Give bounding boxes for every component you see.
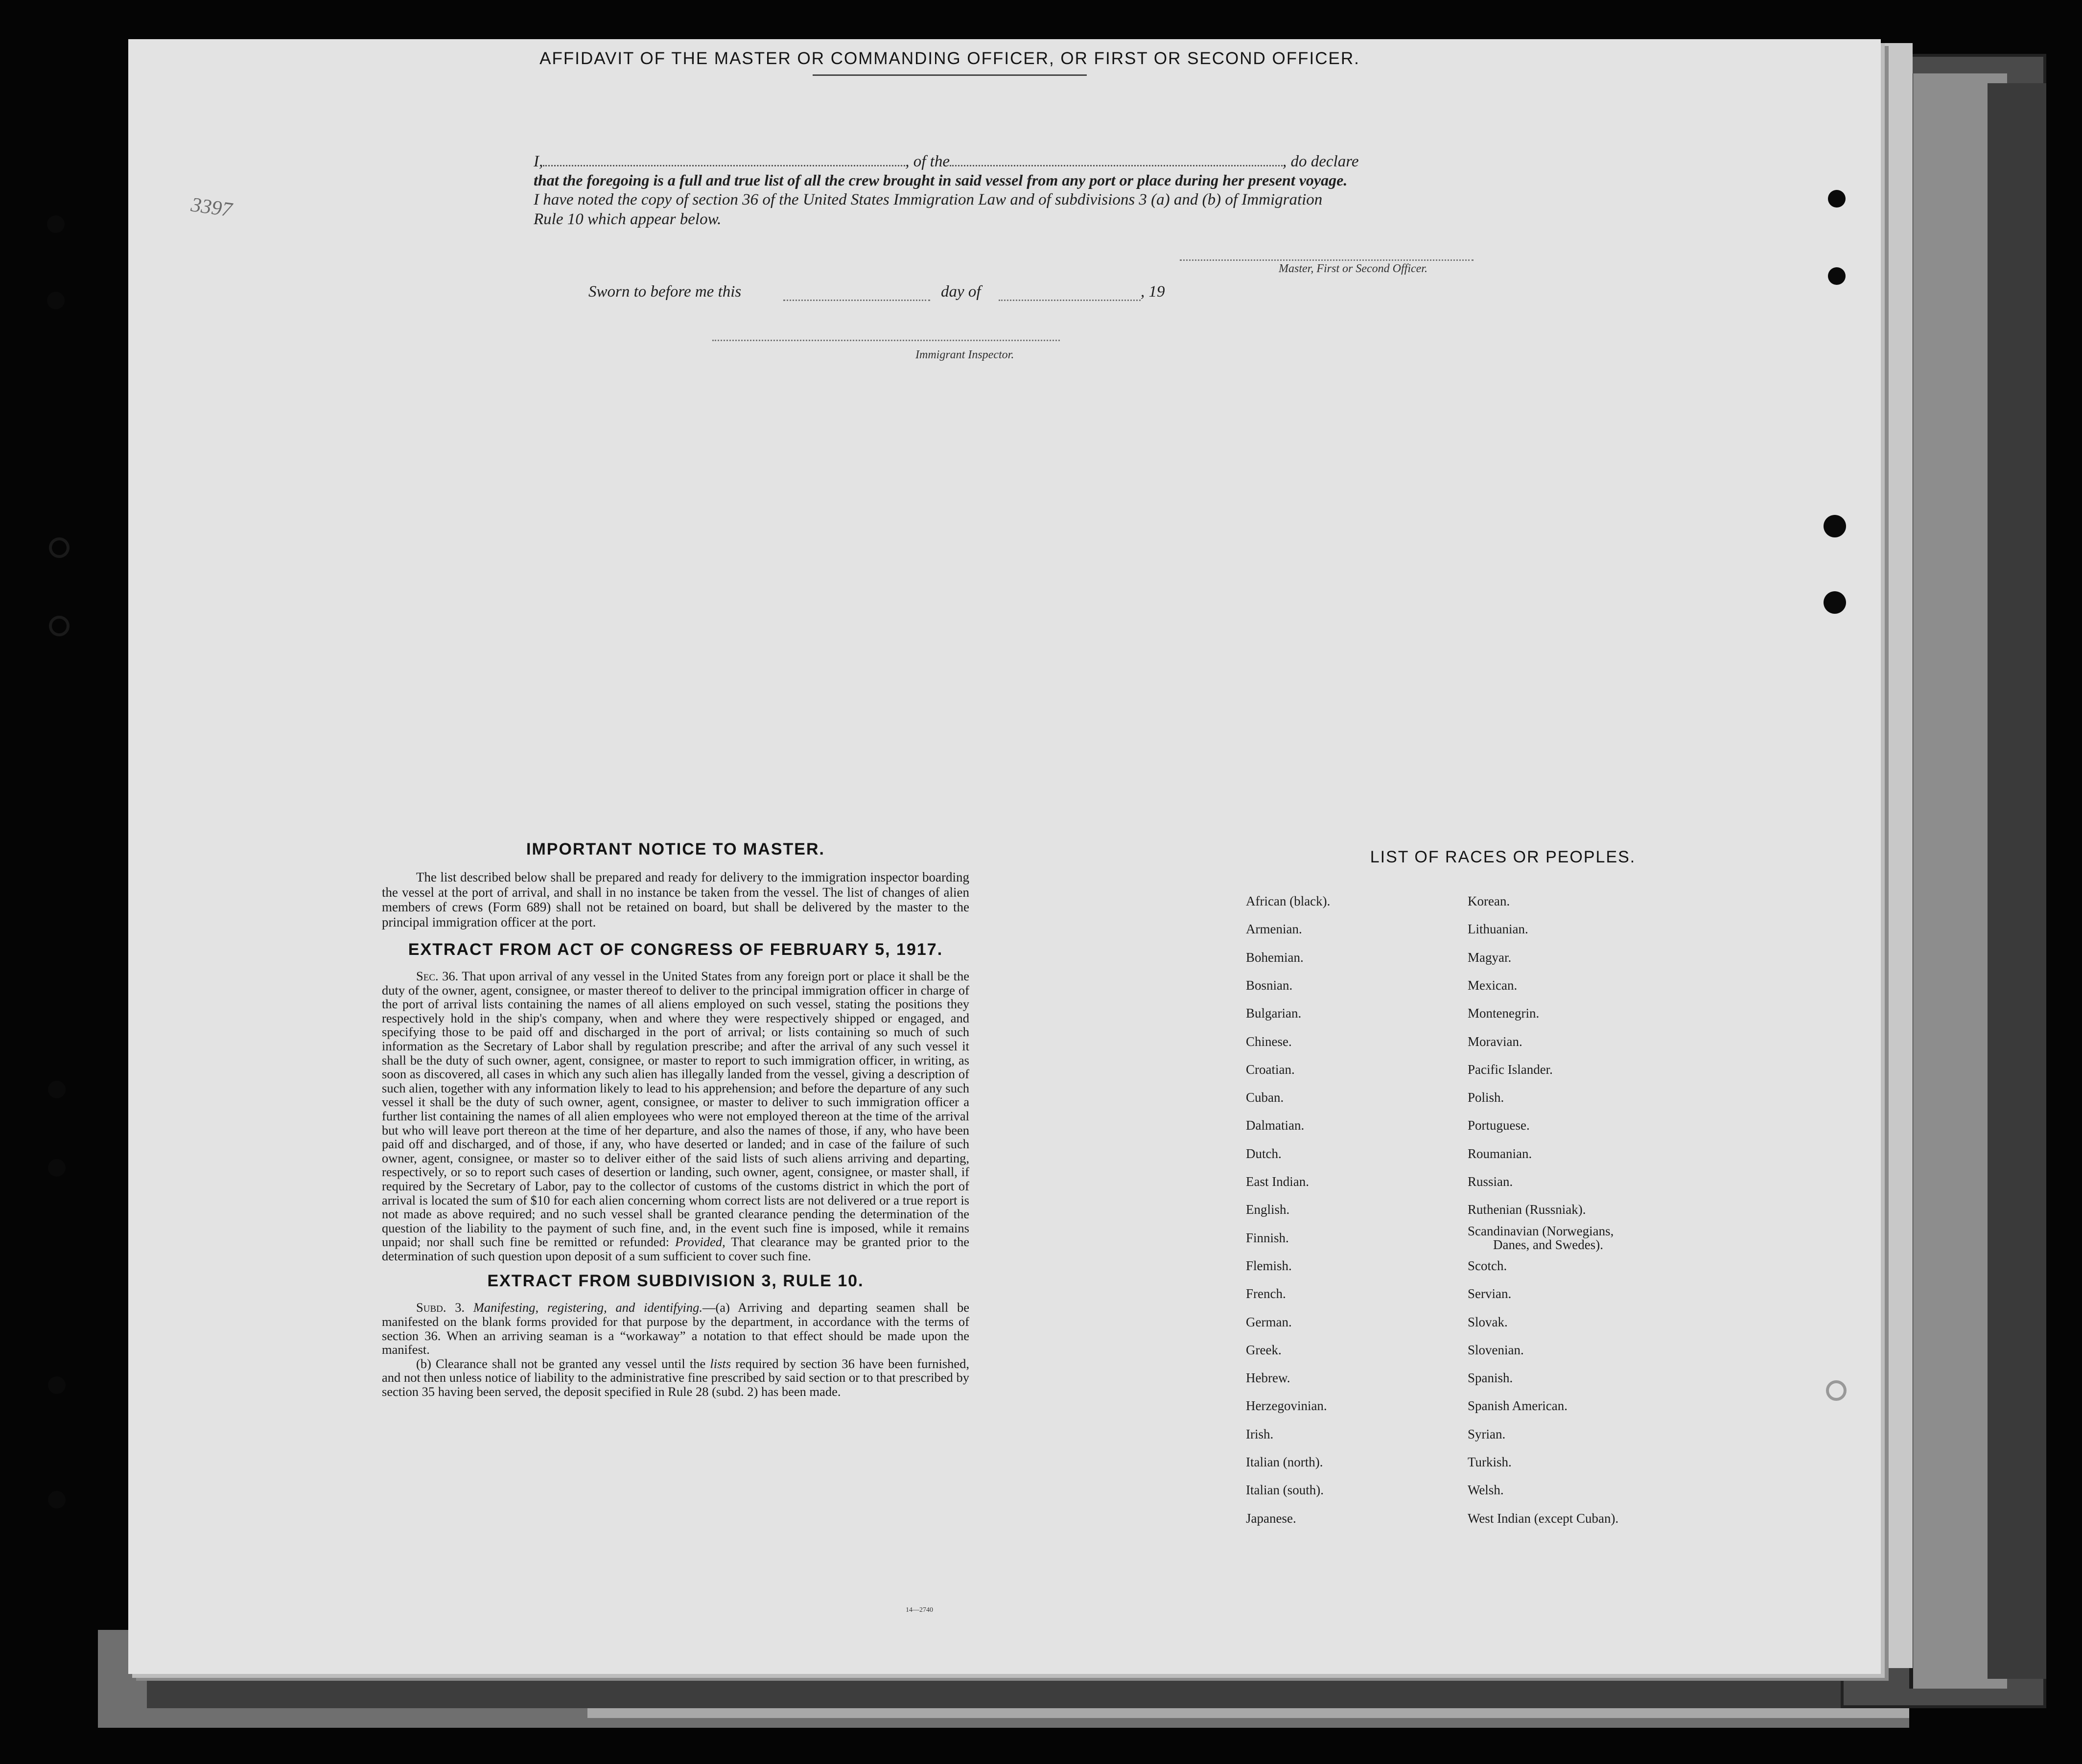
race-item-left: Italian (north). bbox=[1246, 1455, 1323, 1469]
year-label: , 19 bbox=[1141, 283, 1165, 301]
race-item-right: Russian. bbox=[1468, 1174, 1513, 1189]
master-caption: Master, First or Second Officer. bbox=[1279, 262, 1427, 275]
binding-hole-icon bbox=[48, 1159, 66, 1177]
sworn-month-blank bbox=[999, 300, 1141, 301]
binding-hole-icon bbox=[1828, 267, 1846, 285]
race-item-right: Polish. bbox=[1468, 1090, 1504, 1105]
inspector-caption: Immigrant Inspector. bbox=[915, 348, 1014, 361]
officer-name-blank bbox=[543, 165, 905, 166]
race-item-right: Montenegrin. bbox=[1468, 1006, 1540, 1021]
binding-hole-icon bbox=[49, 537, 70, 558]
race-item-right: Moravian. bbox=[1468, 1034, 1522, 1049]
binding-hole-icon bbox=[47, 215, 65, 233]
race-item-right: West Indian (except Cuban). bbox=[1468, 1510, 1619, 1526]
race-item-left: Dutch. bbox=[1246, 1146, 1282, 1161]
extract-act-text bbox=[382, 969, 969, 1263]
sec-36-text-end: That clearance may be granted prior to the determination of such question upon deposit of a sum sufficient to cover such fine. bbox=[382, 1234, 970, 1263]
race-item-left: Armenian. bbox=[1246, 922, 1302, 937]
race-item-right: Servian. bbox=[1468, 1286, 1512, 1301]
notice-paragraph: The list described below shall be prepared and ready for delivery to the immigration inspector boarding the vessel at the port of arrival, and shall in no instance be taken from the vessel. The list of changes of alien members of crews (Form 689) shall not be retained on board, but shall be delivered by the master to the principal immigration officer at the port. bbox=[382, 870, 969, 929]
binding-hole-icon bbox=[1824, 515, 1846, 537]
race-item-left: Bosnian. bbox=[1246, 977, 1293, 993]
sec-label: Sec. 36. bbox=[416, 969, 459, 983]
race-item-right: Magyar. bbox=[1468, 950, 1512, 965]
race-item-right: Ruthenian (Russniak). bbox=[1468, 1202, 1586, 1217]
binding-hole-icon bbox=[49, 616, 70, 636]
race-item-left: Greek. bbox=[1246, 1342, 1282, 1357]
subd-label: Subd. 3. bbox=[416, 1300, 465, 1315]
race-item-left: Italian (south). bbox=[1246, 1483, 1324, 1498]
underlying-sheet-right-dark bbox=[1988, 83, 2046, 1679]
binding-hole-icon bbox=[47, 292, 65, 309]
sec-36-text: That upon arrival of any vessel in the United States from any foreign port or place it shall be the duty of the owner, agent, consignee, or master thereof to deliver to the principal immigration officer in charge of the port of arrival lists containing the names of all aliens employed on such vessel, stating the positions they respectively hold in the ship's company, when and where they were respectively shipped or engaged, and specifying those to be paid off and discharged in the port of arrival; or lists containing so much of such information as the Secretary of Labor shall by regulation prescribe; and after the arrival of any such vessel it shall be the duty of such owner, agent, consignee, or master to report to such immigration officer, in writing, as soon as discovered, all cases in which any such alien has illegally landed from the vessel, giving a description of such alien, together with any information likely to lead to his apprehension; and before the departure of any such vessel it shall be the duty of such owner, agent, consignee, or master to deliver to such immigration officer a further list containing the names of all alien employees who were not employed thereon at the time of the arrival but who will leave port thereon at the time of her departure, and also the names of those, if any, who have been paid off and discharged, and of those, if any, who have deserted or landed; and in case of the failure of such owner, agent, consignee, or master so to deliver either of the said lists of such aliens arriving and departing, respectively, or so to report such cases of desertion or landing, such owner, agent, consignee, or master shall, if required by the Secretary of Labor, pay to the collector of customs of the customs district in which the port of arrival is located the sum of $10 for each alien concerning whom correct lists are not delivered or a true report is not made as above required; and no such vessel shall be granted clearance pending the determination of the question of the liability to the payment of such fine, and, in the event such fine is imposed, while it remains unpaid; nor shall such fine be remitted or refunded: bbox=[382, 969, 969, 1250]
subd-b-end: required by section 36 have been furnished, and not then unless notice of liability to the administrative fine prescribed by said section or to that prescribed by section 35 having been served, the deposit specified in Rule 28 (subd. 2) has been made. bbox=[382, 1356, 970, 1399]
race-item-left: Bulgarian. bbox=[1246, 1006, 1302, 1021]
race-item-left: Chinese. bbox=[1246, 1034, 1292, 1049]
race-item-left: Dalmatian. bbox=[1246, 1118, 1305, 1133]
subd-b-start: (b) Clearance shall not be granted any vessel until the bbox=[416, 1356, 706, 1371]
race-item-left: Finnish. bbox=[1246, 1230, 1289, 1245]
race-item-left: Irish. bbox=[1246, 1426, 1274, 1441]
affidavit-line-1 bbox=[534, 153, 1513, 171]
inspector-signature-line bbox=[712, 340, 1060, 341]
race-item-right: Slovenian. bbox=[1468, 1342, 1524, 1357]
affidavit-of-the-label: , of the bbox=[905, 153, 950, 170]
race-item-left: Hebrew. bbox=[1246, 1370, 1290, 1386]
affidavit-line-4: Rule 10 which appear below. bbox=[534, 210, 722, 228]
extract-act-title: EXTRACT FROM ACT OF CONGRESS OF FEBRUARY 5, 1917. bbox=[408, 940, 943, 959]
binding-hole-icon bbox=[48, 1491, 66, 1509]
race-item-right: Pacific Islander. bbox=[1468, 1062, 1553, 1077]
binding-hole-icon bbox=[1828, 190, 1846, 208]
race-item-left: English. bbox=[1246, 1202, 1290, 1217]
race-item-left: African (black). bbox=[1246, 894, 1331, 908]
race-item-left: Flemish. bbox=[1246, 1258, 1292, 1273]
race-item-left: French. bbox=[1246, 1286, 1286, 1301]
extract-rule-a bbox=[382, 1300, 969, 1356]
race-item-right: Turkish. bbox=[1468, 1455, 1512, 1469]
race-item-right: Spanish. bbox=[1468, 1370, 1513, 1386]
affidavit-declare-label: , do declare bbox=[1282, 153, 1359, 170]
race-item-left: Bohemian. bbox=[1246, 950, 1304, 965]
race-item-left: Japanese. bbox=[1246, 1510, 1296, 1526]
day-of-label: day of bbox=[941, 283, 981, 301]
race-item-left: Herzegovinian. bbox=[1246, 1398, 1327, 1414]
pencil-marginalia: 3397 bbox=[189, 193, 234, 222]
race-item-right: Korean. bbox=[1468, 894, 1510, 908]
vessel-name-blank bbox=[950, 165, 1283, 166]
race-item-left: East Indian. bbox=[1246, 1174, 1309, 1189]
notice-title: IMPORTANT NOTICE TO MASTER. bbox=[526, 840, 825, 859]
race-item-right: Scotch. bbox=[1468, 1258, 1507, 1273]
affidavit-line-2: that the foregoing is a full and true list of all the crew brought in said vessel from any port or place during her present voyage. bbox=[534, 171, 1348, 189]
races-title: LIST OF RACES OR PEOPLES. bbox=[1370, 848, 1636, 866]
binding-hole-icon bbox=[48, 1081, 66, 1098]
bottom-fold-shadow bbox=[147, 1674, 1860, 1708]
subd-heading: Manifesting, registering, and identifying. bbox=[473, 1300, 702, 1315]
binding-hole-icon bbox=[1824, 591, 1846, 614]
race-item-left: German. bbox=[1246, 1314, 1292, 1329]
affidavit-title: AFFIDAVIT OF THE MASTER OR COMMANDING OFFICER, OR FIRST OR SECOND OFFICER. bbox=[539, 49, 1360, 68]
sworn-day-blank bbox=[783, 300, 930, 301]
extract-rule-title: EXTRACT FROM SUBDIVISION 3, RULE 10. bbox=[487, 1272, 864, 1291]
provided-word: Provided, bbox=[675, 1234, 725, 1250]
race-item-right: Scandinavian (Norwegians, bbox=[1468, 1223, 1614, 1238]
race-item-right: Welsh. bbox=[1468, 1483, 1504, 1498]
sworn-label: Sworn to before me this bbox=[588, 283, 742, 301]
affidavit-line-3: I have noted the copy of section 36 of the United States Immigration Law and of subdivisions 3 (a) and (b) of Immigration bbox=[534, 191, 1323, 209]
affidavit-i-label: I, bbox=[534, 153, 543, 170]
subd-b-lists: lists bbox=[710, 1356, 731, 1371]
extract-rule-b bbox=[382, 1357, 969, 1399]
binding-hole-icon bbox=[48, 1376, 66, 1394]
binding-hole-icon bbox=[1826, 1380, 1847, 1401]
notice-block bbox=[382, 840, 969, 1399]
page-edge bbox=[1881, 43, 1913, 1668]
subd-a-text: —(a) Arriving and departing seamen shall be manifested on the blank forms provided for that purpose by the department, in accordance with the terms of section 36. When an arriving seaman is a “workaway” a notation to that effect should be made upon the manifest. bbox=[382, 1300, 969, 1357]
race-item-left: Croatian. bbox=[1246, 1062, 1295, 1077]
title-rule bbox=[813, 74, 1087, 76]
race-item-right: Portuguese. bbox=[1468, 1118, 1530, 1133]
race-item-right: Spanish American. bbox=[1468, 1398, 1567, 1414]
race-item-right: Slovak. bbox=[1468, 1314, 1508, 1329]
form-number: 14—2740 bbox=[906, 1606, 933, 1614]
race-item-continuation: Danes, and Swedes). bbox=[1493, 1237, 1603, 1252]
race-item-right: Syrian. bbox=[1468, 1426, 1506, 1441]
race-item-right: Roumanian. bbox=[1468, 1146, 1532, 1161]
race-item-left: Cuban. bbox=[1246, 1090, 1284, 1105]
master-signature-line bbox=[1180, 259, 1474, 261]
race-item-right: Lithuanian. bbox=[1468, 922, 1528, 937]
race-item-right: Mexican. bbox=[1468, 977, 1518, 993]
